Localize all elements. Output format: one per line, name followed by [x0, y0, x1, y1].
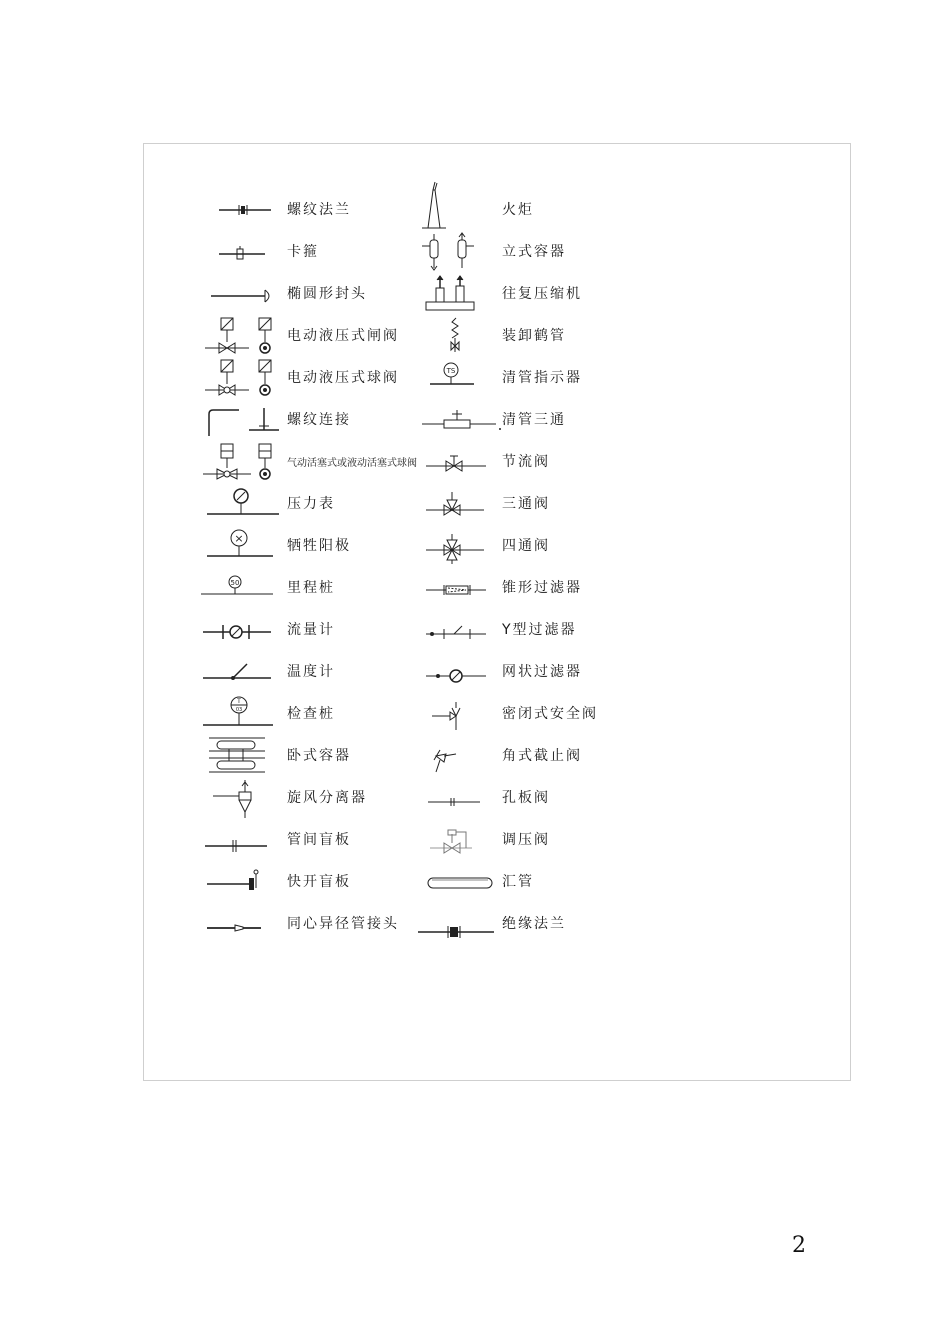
- legend-label: 气动活塞式或液动活塞式球阀: [287, 458, 417, 469]
- pressure-regulator-icon: [416, 820, 506, 860]
- inspection-pile-icon: [199, 694, 289, 734]
- horizontal-vessel-icon: [199, 736, 289, 776]
- anode-mark: ×: [234, 532, 244, 545]
- three-way-valve-icon: [416, 484, 506, 524]
- angle-globe-valve-icon: [416, 736, 506, 776]
- vertical-vessel-icon: [416, 232, 506, 272]
- legend-label: 电动液压式球阀: [287, 370, 399, 386]
- reciprocating-compressor-icon: [416, 274, 506, 314]
- concentric-reducer-icon: [199, 904, 289, 944]
- legend-label: 汇管: [502, 874, 534, 890]
- insulating-flange-icon: [416, 904, 506, 944]
- inspection-mark: T: [237, 698, 241, 705]
- inspection-sub-mark: 03: [235, 707, 243, 713]
- legend-label: 螺纹连接: [287, 412, 351, 428]
- loading-arm-icon: [416, 316, 506, 356]
- legend-label: 网状过滤器: [502, 664, 582, 680]
- legend-label: 同心异径管接头: [287, 916, 399, 932]
- legend-label: 绝缘法兰: [502, 916, 566, 932]
- threaded-flange-icon: [199, 190, 289, 230]
- legend-frame: [143, 143, 851, 1081]
- legend-label: 节流阀: [502, 454, 550, 470]
- threaded-connection-icon: [199, 400, 289, 440]
- legend-label: 三通阀: [502, 496, 550, 512]
- clamp-icon: [199, 232, 289, 272]
- legend-label: 立式容器: [502, 244, 566, 260]
- pigging-tee-icon: [416, 400, 506, 440]
- orifice-valve-icon: [416, 778, 506, 818]
- pig-indicator-icon: [416, 358, 506, 398]
- legend-label: 电动液压式闸阀: [287, 328, 399, 344]
- milestone-mark: 50: [230, 579, 240, 587]
- legend-label: 密闭式安全阀: [502, 706, 598, 722]
- legend-label: 快开盲板: [287, 874, 351, 890]
- spectacle-blind-icon: [199, 820, 289, 860]
- legend-label: 卧式容器: [287, 748, 351, 764]
- closed-safety-valve-icon: [416, 694, 506, 734]
- milestone-pile-icon: [199, 568, 289, 608]
- legend-label: 检查桩: [287, 706, 335, 722]
- sacrificial-anode-icon: [199, 526, 289, 566]
- legend-label: 管间盲板: [287, 832, 351, 848]
- legend-label: 椭圆形封头: [287, 286, 367, 302]
- legend-label: 旋风分离器: [287, 790, 367, 806]
- legend-label: 角式截止阀: [502, 748, 582, 764]
- legend-label: 卡箍: [287, 244, 319, 260]
- page-number: 2: [792, 1233, 806, 1258]
- electro-hydraulic-gate-valve-icon: [199, 316, 289, 356]
- legend-label: 清管指示器: [502, 370, 582, 386]
- legend-label: 温度计: [287, 664, 335, 680]
- legend-label: 火炬: [502, 202, 534, 218]
- legend-label: 清管三通: [502, 412, 566, 428]
- elliptical-head-icon: [199, 274, 289, 314]
- legend-label: 里程桩: [287, 580, 335, 596]
- legend-label: 压力表: [287, 496, 335, 512]
- flare-icon: [416, 180, 506, 230]
- four-way-valve-icon: [416, 526, 506, 566]
- legend-label: 装卸鹤管: [502, 328, 566, 344]
- y-strainer-icon: [416, 610, 506, 650]
- legend-label: 牺牲阳极: [287, 538, 351, 554]
- pig-mark: TS: [446, 367, 456, 375]
- electro-hydraulic-ball-valve-icon: [199, 358, 289, 398]
- flow-meter-icon: [199, 610, 289, 650]
- piston-ball-valve-icon: [199, 442, 289, 482]
- mesh-filter-icon: [416, 652, 506, 692]
- legend-label: 往复压缩机: [502, 286, 582, 302]
- thermometer-icon: [199, 652, 289, 692]
- cone-filter-icon: [416, 568, 506, 608]
- throttle-valve-icon: [416, 442, 506, 482]
- legend-label: 孔板阀: [502, 790, 550, 806]
- legend-label: 调压阀: [502, 832, 550, 848]
- cyclone-separator-icon: [199, 778, 289, 818]
- pressure-gauge-icon: [199, 484, 289, 524]
- quick-opening-blind-icon: [199, 862, 289, 902]
- legend-label: Y型过滤器: [502, 622, 577, 638]
- legend-label: 四通阀: [502, 538, 550, 554]
- legend-label: 流量计: [287, 622, 335, 638]
- legend-label: 螺纹法兰: [287, 202, 351, 218]
- header-pipe-icon: [416, 862, 506, 902]
- legend-label: 锥形过滤器: [502, 580, 582, 596]
